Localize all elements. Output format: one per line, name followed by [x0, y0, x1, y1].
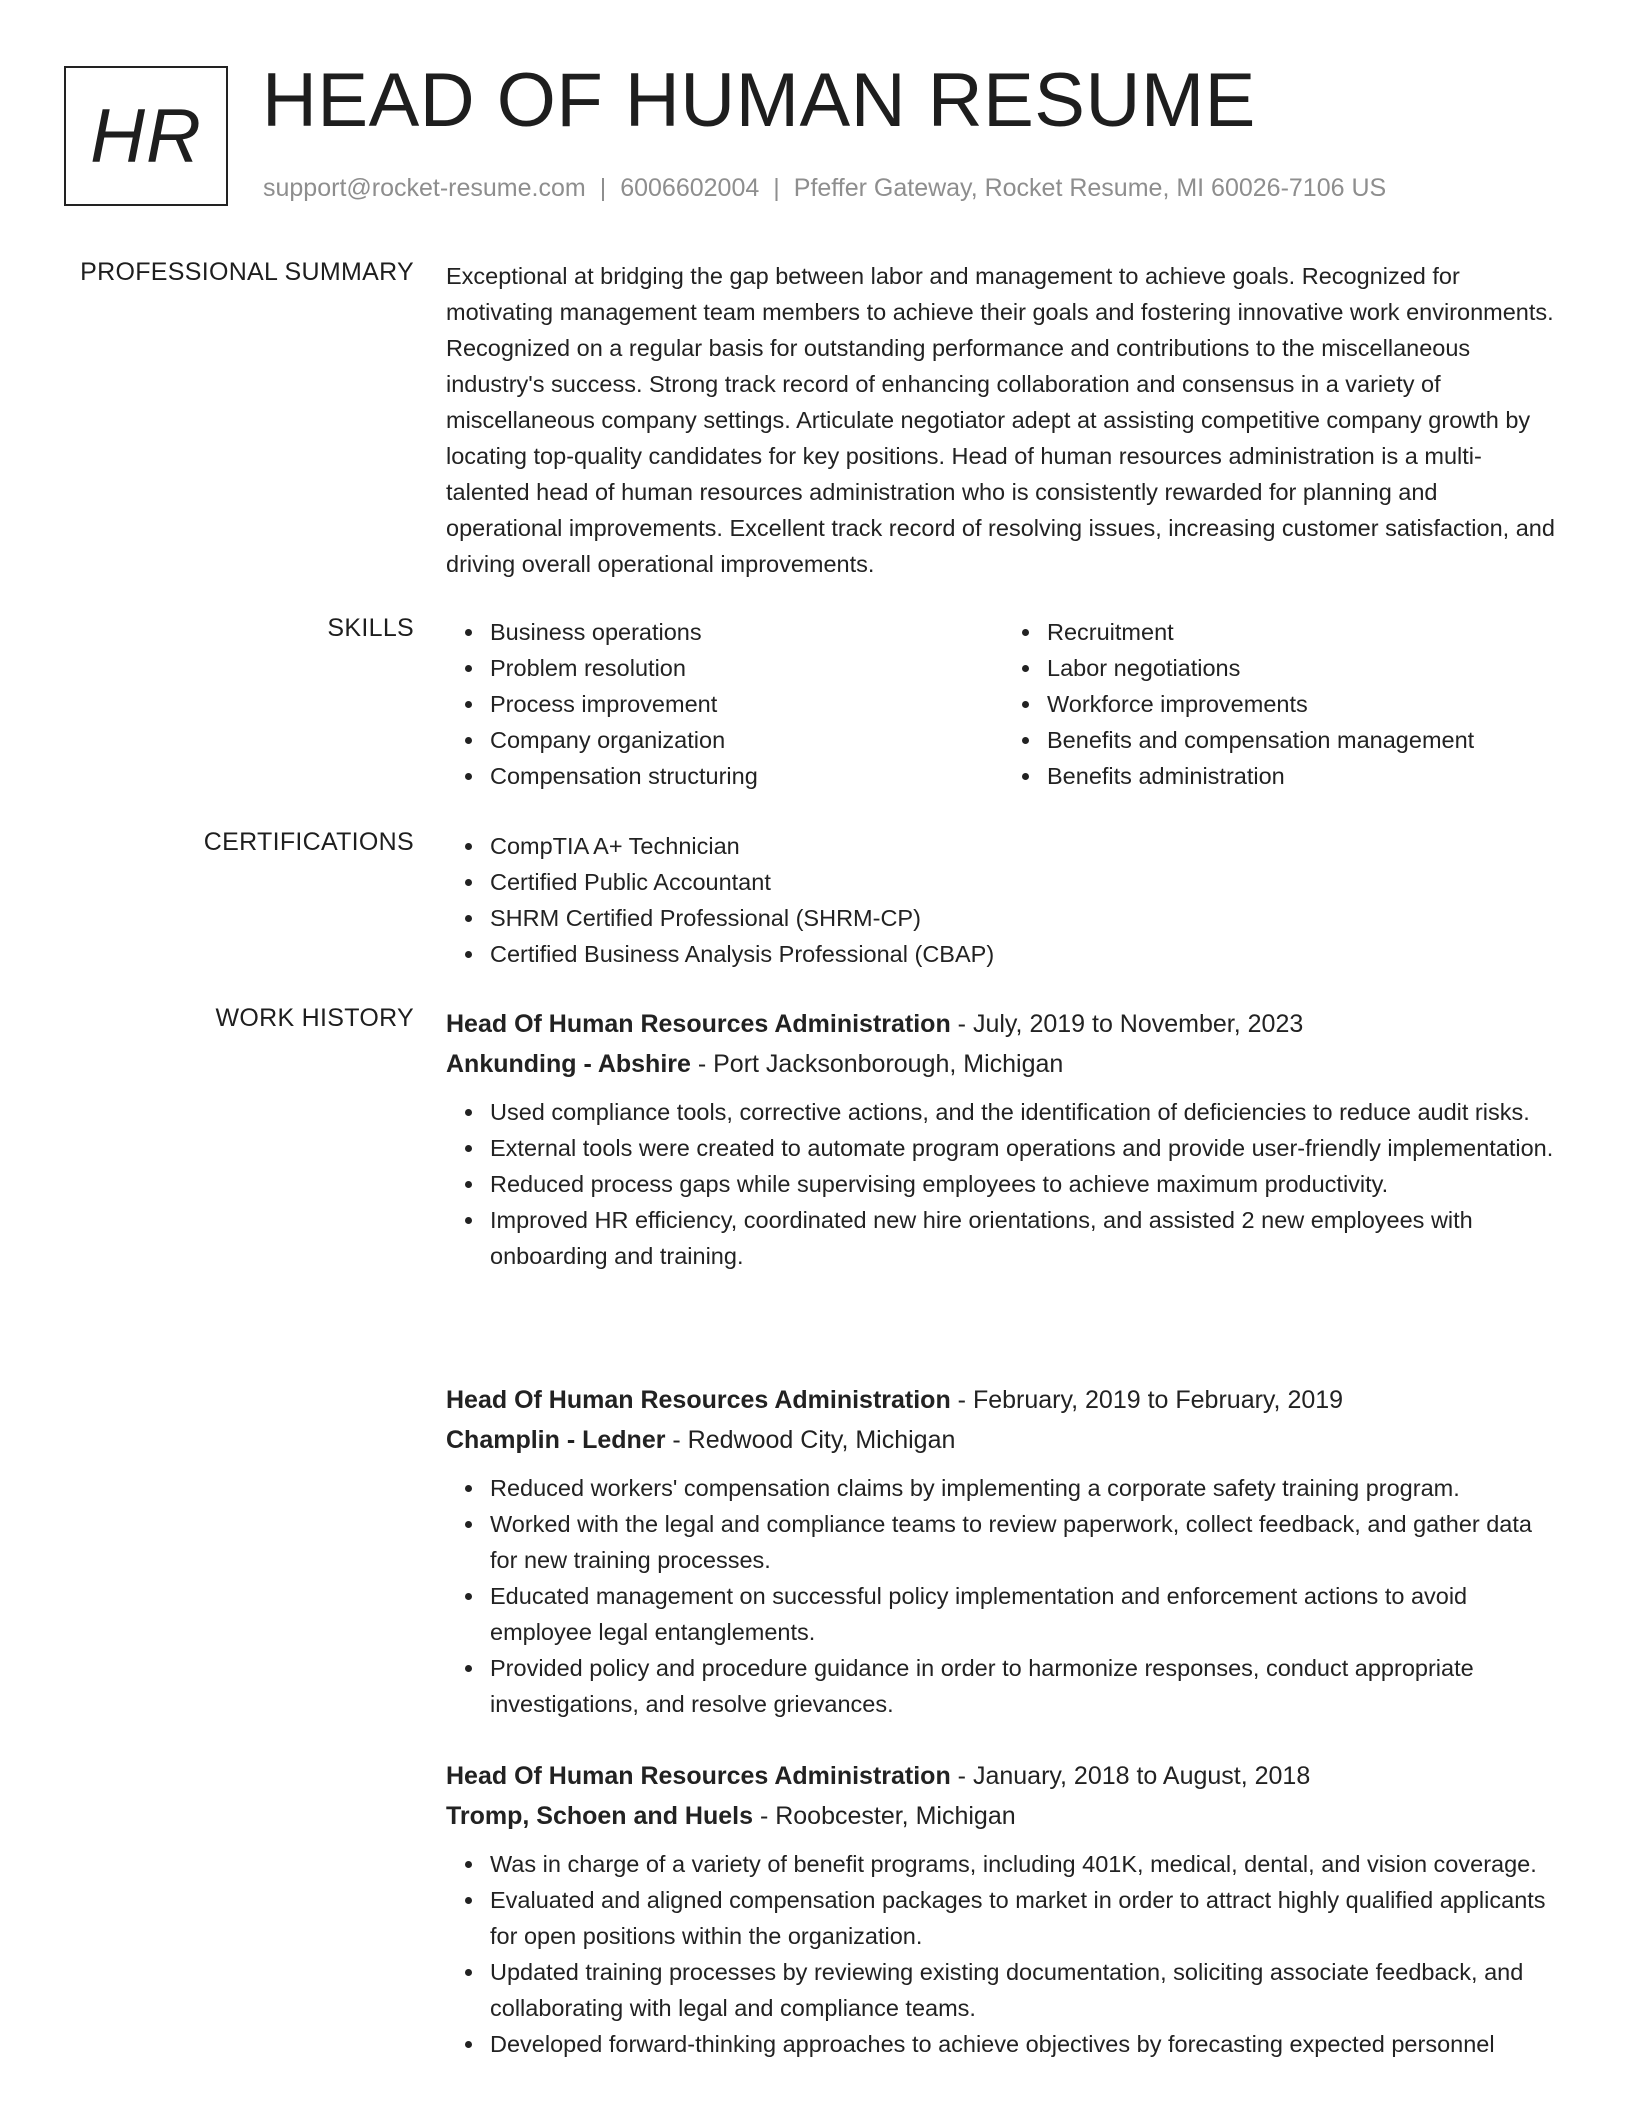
job-bullet: Reduced workers' compensation claims by implementing a corporate safety training program. [490, 1470, 1560, 1506]
job-entry [446, 1004, 1560, 1274]
skill-item: Problem resolution [490, 650, 1003, 686]
section-heading-work-history: WORK HISTORY [215, 1004, 414, 1032]
skill-item: Workforce improvements [1047, 686, 1560, 722]
contact-separator: | [773, 174, 780, 202]
section-heading-summary: PROFESSIONAL SUMMARY [80, 258, 414, 286]
job-bullet: Improved HR efficiency, coordinated new hire orientations, and assisted 2 new employees with onboarding and training. [490, 1202, 1560, 1274]
job-bullet: Worked with the legal and compliance teams to review paperwork, collect feedback, and gather data for new training processes. [490, 1506, 1560, 1578]
job-title: Head Of Human Resources Administration [446, 1762, 951, 1790]
job-title-line [446, 1380, 1560, 1420]
job-bullets [446, 1846, 1560, 2062]
job-bullet: Evaluated and aligned compensation packages to market in order to attract highly qualified applicants for open positions within the organization. [490, 1882, 1560, 1954]
contact-email[interactable]: support@rocket-resume.com [263, 174, 586, 202]
skill-item: Business operations [490, 614, 1003, 650]
contact-line [263, 174, 1386, 203]
contact-phone[interactable]: 6006602004 [620, 174, 760, 202]
job-bullet: External tools were created to automate program operations and provide user-friendly implementation. [490, 1130, 1560, 1166]
skill-item: Benefits and compensation management [1047, 722, 1560, 758]
skills-list-right [1003, 614, 1560, 794]
contact-separator: | [599, 174, 607, 202]
job-company: Tromp, Schoen and Huels [446, 1802, 753, 1830]
job-location: - Roobcester, Michigan [753, 1802, 1016, 1830]
skill-item: Recruitment [1047, 614, 1560, 650]
job-bullet: Updated training processes by reviewing existing documentation, soliciting associate feedback, and collaborating with legal and compliance teams. [490, 1954, 1560, 2026]
summary-text: Exceptional at bridging the gap between labor and management to achieve goals. Recognized for motivating management team members to achieve their goals and fostering innovative work environments. Recognized on a regular basis for outstanding performance and contributions to the miscellaneous industry's success. Strong track record of enhancing collaboration and consensus in a variety of miscellaneous company settings. Articulate negotiator adept at assisting competitive company growth by locating top-quality candidates for key positions. Head of human resources administration is a multi-talented head of human resources administration who is consistently rewarded for planning and operational improvements. Excellent track record of resolving issues, increasing customer satisfaction, and driving overall operational improvements. [446, 263, 1555, 577]
contact-address: Pfeffer Gateway, Rocket Resume, MI 60026-7106 US [793, 174, 1387, 202]
job-company-line [446, 1796, 1560, 1836]
summary-body [446, 258, 1560, 582]
job-company-line [446, 1044, 1560, 1084]
job-title: Head Of Human Resources Administration [446, 1386, 951, 1414]
job-dates: - January, 2018 to August, 2018 [950, 1762, 1311, 1790]
skill-item: Company organization [490, 722, 1003, 758]
certification-item: SHRM Certified Professional (SHRM-CP) [490, 900, 1560, 936]
resume-title: HEAD OF HUMAN RESUME [262, 58, 1256, 143]
certification-item: Certified Public Accountant [490, 864, 1560, 900]
job-entry [446, 1756, 1560, 2062]
job-bullet: Was in charge of a variety of benefit programs, including 401K, medical, dental, and vision coverage. [490, 1846, 1560, 1882]
section-heading-skills: SKILLS [327, 614, 414, 642]
job-bullet: Developed forward-thinking approaches to achieve objectives by forecasting expected personnel [490, 2026, 1560, 2062]
job-dates: - July, 2019 to November, 2023 [950, 1010, 1304, 1038]
skill-item: Compensation structuring [490, 758, 1003, 794]
job-company-line [446, 1420, 1560, 1460]
certifications-list [446, 828, 1560, 972]
job-dates: - February, 2019 to February, 2019 [950, 1386, 1344, 1414]
certification-item: Certified Business Analysis Professional (CBAP) [490, 936, 1560, 972]
job-company: Ankunding - Abshire [446, 1050, 691, 1078]
skill-item: Process improvement [490, 686, 1003, 722]
skills-body [446, 614, 1560, 794]
job-entry [446, 1380, 1560, 1722]
certification-item: CompTIA A+ Technician [490, 828, 1560, 864]
job-title-line [446, 1756, 1560, 1796]
certifications-body [446, 828, 1560, 972]
job-bullets [446, 1094, 1560, 1274]
skills-list-left [446, 614, 1003, 794]
monogram-logo: HR [64, 66, 228, 206]
job-title: Head Of Human Resources Administration [446, 1010, 951, 1038]
job-bullet: Provided policy and procedure guidance in order to harmonize responses, conduct appropriate investigations, and resolve grievances. [490, 1650, 1560, 1722]
job-company: Champlin - Ledner [446, 1426, 666, 1454]
job-location: - Port Jacksonborough, Michigan [690, 1050, 1064, 1078]
skill-item: Labor negotiations [1047, 650, 1560, 686]
job-bullet: Used compliance tools, corrective actions, and the identification of deficiencies to reduce audit risks. [490, 1094, 1560, 1130]
job-bullets [446, 1470, 1560, 1722]
job-title-line [446, 1004, 1560, 1044]
section-heading-certifications: CERTIFICATIONS [203, 828, 414, 856]
skill-item: Benefits administration [1047, 758, 1560, 794]
job-bullet: Educated management on successful policy implementation and enforcement actions to avoid employee legal entanglements. [490, 1578, 1560, 1650]
job-bullet: Reduced process gaps while supervising employees to achieve maximum productivity. [490, 1166, 1560, 1202]
job-location: - Redwood City, Michigan [665, 1426, 956, 1454]
